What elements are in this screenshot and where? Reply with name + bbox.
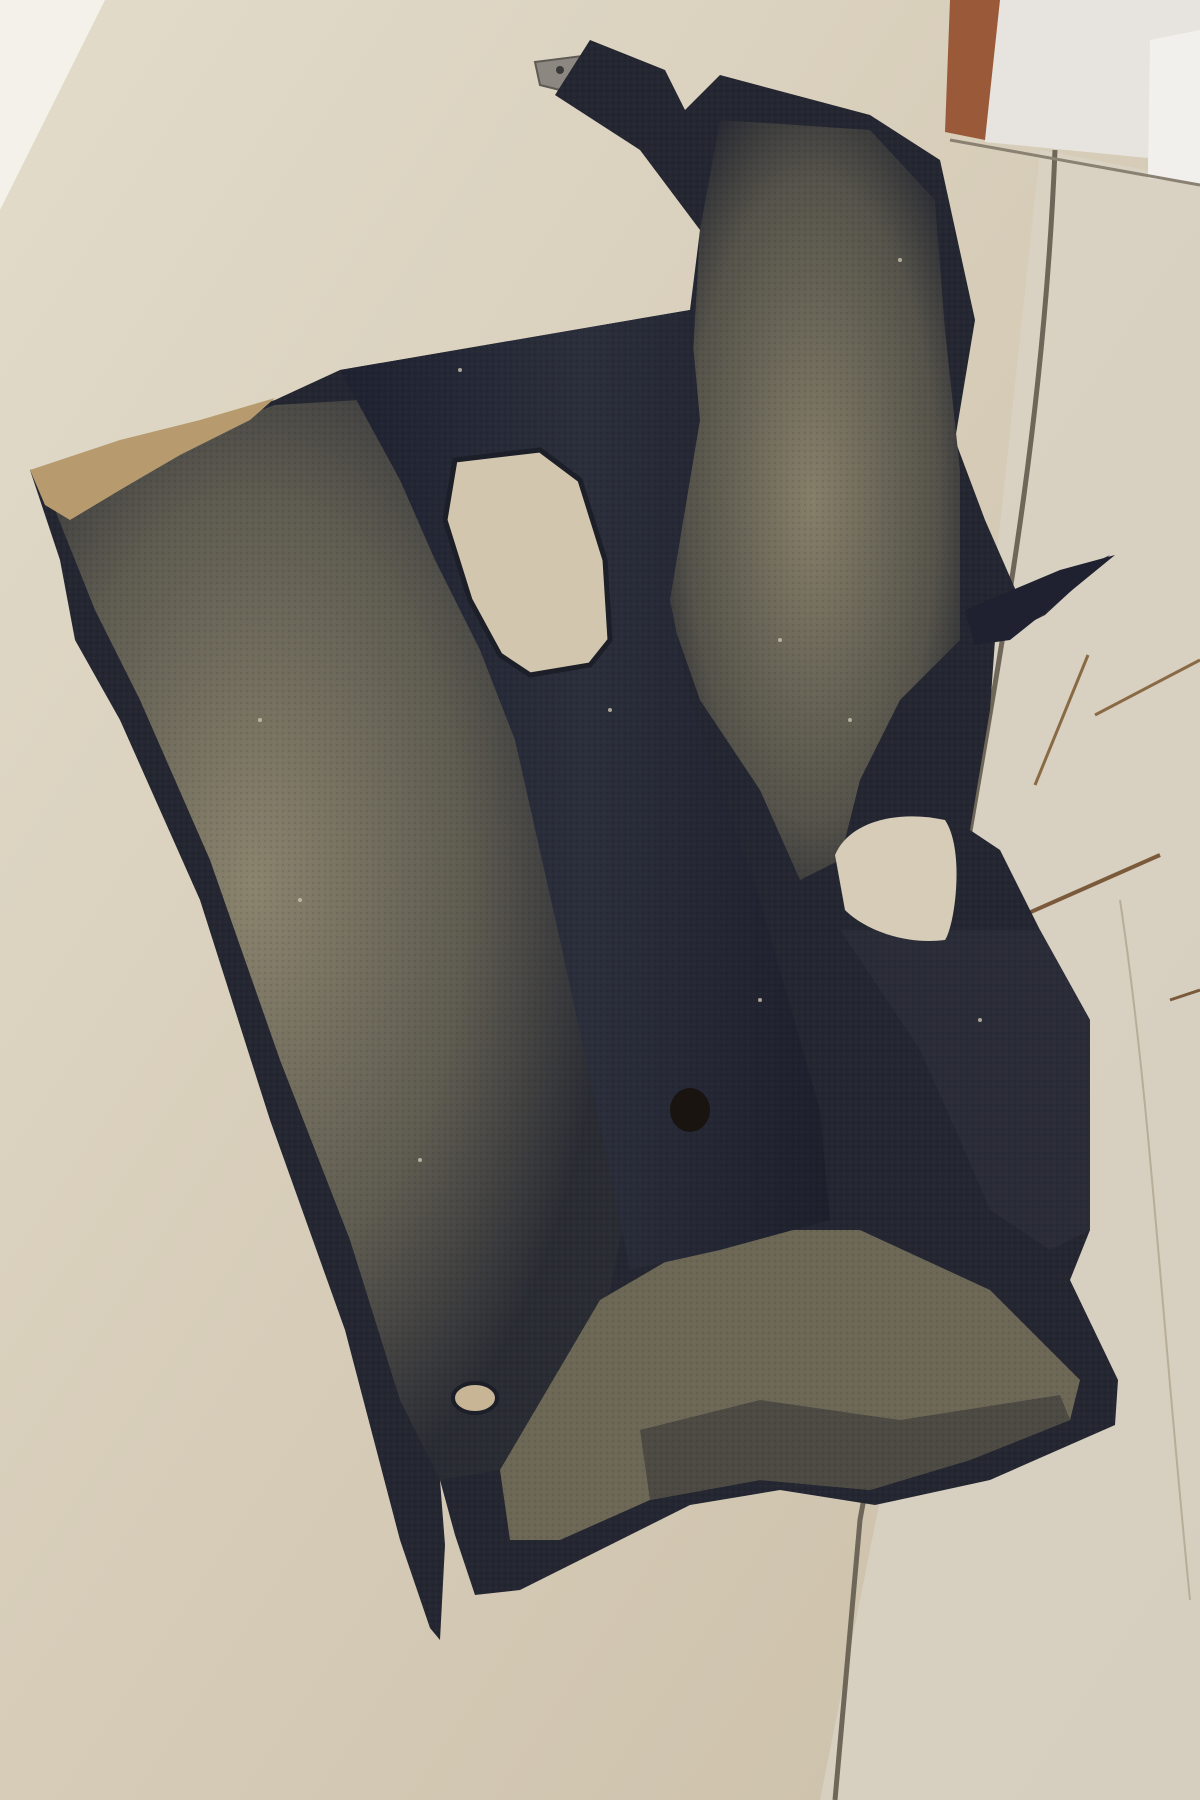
clip-hole (556, 66, 564, 74)
bolt-hole (670, 1088, 710, 1132)
wood-trim (1148, 30, 1200, 185)
small-hole (453, 1383, 497, 1413)
